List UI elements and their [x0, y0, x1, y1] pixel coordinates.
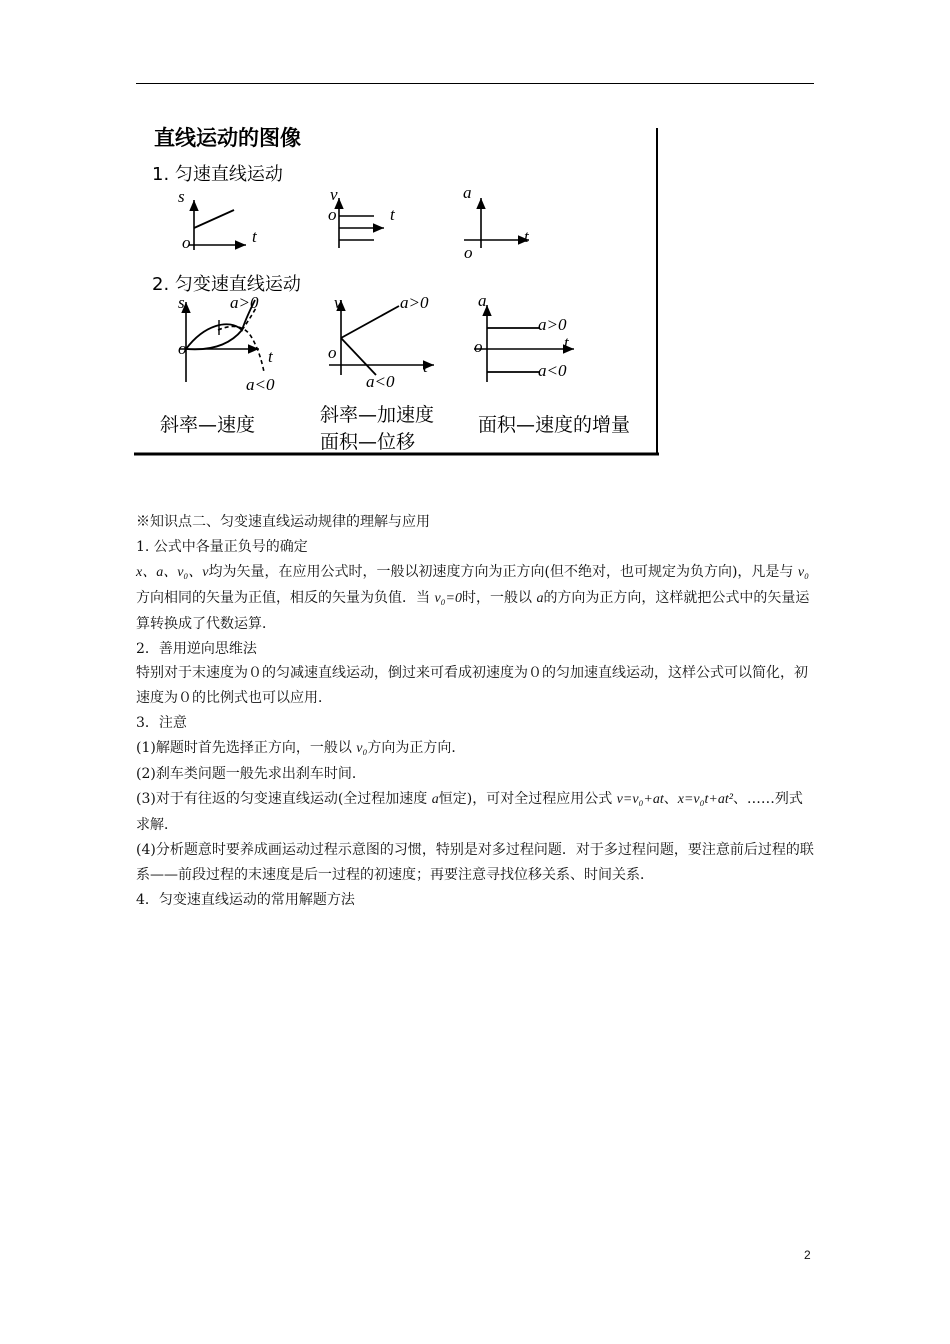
section-accelerated-motion: 2. 匀变速直线运动: [152, 274, 301, 295]
note-4: (4)分析题意时要养成画运动过程示意图的习惯，特别是对多过程问题．对于多过程问题，要注意前后过程的联系——前段过程的末速度是后一过程的初速度；再要注意寻找位移关系、时间关系．: [136, 841, 814, 883]
note-3: (3)对于有往返的匀变速直线运动(全过程加速度 a恒定)，可对全过程应用公式 v=v₀+at、x=v₀t+at²、……列式求解．: [136, 790, 803, 833]
axis-label-t: t: [423, 357, 428, 376]
axis-label-a: a: [463, 183, 472, 202]
axis-label-a: a: [478, 291, 487, 310]
figure-title: 直线运动的图像: [154, 126, 301, 150]
label-a-negative: a<0: [366, 372, 395, 391]
axis-label-s: s: [178, 187, 185, 206]
item2-paragraph: 特别对于末速度为０的匀减速直线运动，倒过来可看成初速度为０的匀加速直线运动，这样公式可以简化，初速度为０的比例式也可以应用．: [136, 665, 808, 707]
uniform-v-t-graph: [339, 198, 384, 248]
origin-label: o: [328, 205, 337, 224]
caption-area-displacement: 面积—位移: [320, 431, 416, 453]
axis-label-t: t: [390, 205, 395, 224]
label-a-positive: a>0: [538, 315, 567, 334]
uniform-s-t-graph: [189, 200, 246, 250]
origin-label: o: [464, 243, 473, 262]
origin-label: o: [328, 343, 337, 362]
item3-title: 3．注意: [136, 715, 187, 732]
origin-label: o: [182, 233, 191, 252]
caption-slope-velocity: 斜率—速度: [160, 414, 256, 436]
label-a-negative: a<0: [246, 375, 275, 394]
page-number: 2: [804, 1248, 811, 1262]
axis-label-t: t: [564, 333, 569, 352]
axis-label-t: t: [252, 227, 257, 246]
axis-label-s: s: [178, 293, 185, 312]
motion-graphs-figure: [134, 120, 662, 458]
axis-label-v: v: [330, 185, 338, 204]
label-a-positive: a>0: [400, 293, 429, 312]
section-uniform-motion: 1. 匀速直线运动: [152, 164, 283, 185]
header-rule: [136, 83, 814, 84]
item1-title: 1. 公式中各量正负号的确定: [136, 538, 308, 555]
item2-title: 2．善用逆向思维法: [136, 640, 257, 657]
note-2: (2)刹车类问题一般先求出刹车时间．: [136, 766, 366, 783]
caption-slope-acceleration: 斜率—加速度: [320, 404, 435, 426]
accel-s-t-graph: [179, 300, 264, 382]
item1-paragraph: x、a、v₀、v均为矢量，在应用公式时，一般以初速度方向为正方向(但不绝对，也可规定为负方向)，凡是与 v₀方向相同的矢量为正值，相反的矢量为负值．当 v₀=0时，一般以 a的方向为正方向，这样就把公式中的矢量运算转换成了代数运算．: [136, 563, 810, 632]
label-a-negative: a<0: [538, 361, 567, 380]
origin-label: o: [474, 337, 483, 356]
axis-label-v: v: [334, 293, 342, 312]
origin-label: o: [178, 339, 187, 358]
item4-title: 4．匀变速直线运动的常用解题方法: [136, 891, 355, 908]
item1-vars: x、a、v₀、v: [136, 564, 209, 580]
axis-label-t: t: [268, 347, 273, 366]
main-text: [136, 510, 816, 913]
axis-label-t: t: [524, 227, 529, 246]
caption-area-velocity-change: 面积—速度的增量: [478, 414, 631, 436]
label-a-positive: a>0: [230, 293, 259, 312]
uniform-a-t-graph: [464, 198, 529, 248]
section-heading: ※知识点二、匀变速直线运动规律的理解与应用: [136, 514, 430, 530]
note-1: (1)解题时首先选择正方向，一般以 v₀方向为正方向．: [136, 740, 466, 757]
